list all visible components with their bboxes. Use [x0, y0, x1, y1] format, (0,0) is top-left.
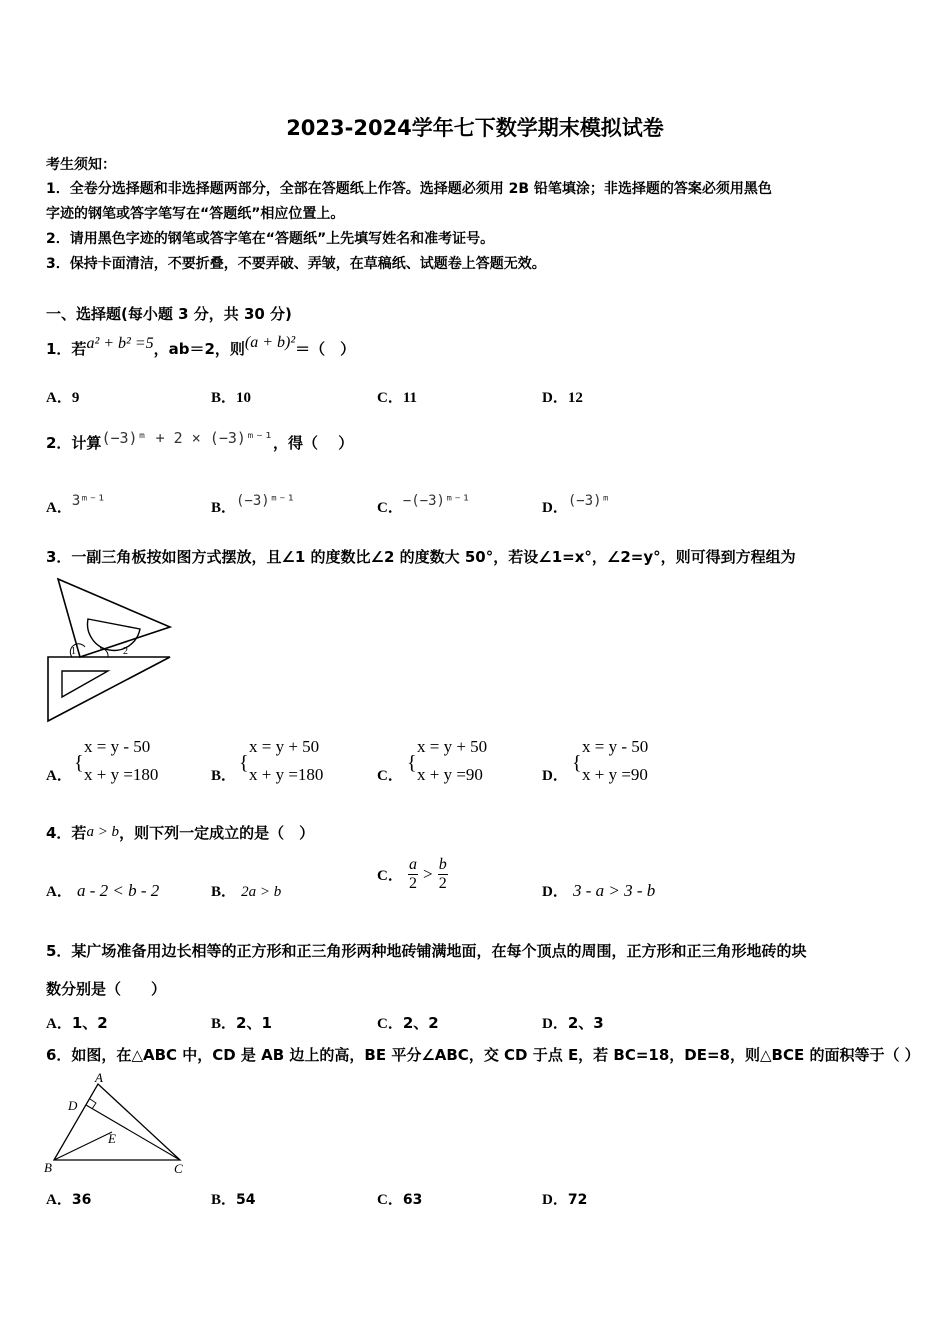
q5-stem-line-1: 5．某广场准备用边长相等的正方形和正三角形两种地砖铺满地面，在每个顶点的周围，正方形和正三角形地砖的块 — [46, 942, 807, 960]
option-label: C． — [377, 768, 403, 784]
q1-option-d[interactable] — [542, 386, 583, 407]
operator: > — [423, 864, 433, 884]
option-value: 3ᵐ⁻¹ — [71, 493, 106, 509]
q5-option-c[interactable] — [377, 1012, 439, 1033]
option-value: 12 — [567, 390, 583, 406]
q5-option-b[interactable] — [211, 1012, 272, 1033]
brace-icon: { — [239, 752, 249, 774]
q6-option-c[interactable] — [377, 1188, 422, 1209]
q6-option-d[interactable] — [542, 1188, 587, 1209]
angle-1-label: 1 — [71, 646, 76, 657]
q4-option-b[interactable] — [211, 880, 281, 901]
q2-option-d[interactable] — [542, 493, 610, 517]
q1-suffix: ＝（ ） — [295, 340, 356, 358]
brace-icon: { — [74, 752, 84, 774]
equation-line-2: x + y =180 — [249, 765, 324, 784]
option-value: (−3)ᵐ⁻¹ — [236, 493, 296, 509]
page-title: 2023-2024学年七下数学期末模拟试卷 — [286, 116, 664, 140]
point-e-label: E — [108, 1131, 116, 1146]
equation-line-1: x = y - 50 — [582, 737, 649, 756]
q6-option-b[interactable] — [211, 1188, 256, 1209]
set-square-lower — [48, 657, 170, 721]
option-label: D． — [542, 1192, 568, 1208]
q3-stem: 3．一副三角板按如图方式摆放，且∠1 的度数比∠2 的度数大 50°，若设∠1=x°，∠2=y°，则可得到方程组为 — [46, 548, 796, 566]
option-label: B． — [211, 1016, 237, 1032]
numerator: b — [438, 856, 447, 873]
vertex-a-label: A — [95, 1072, 103, 1085]
option-value: 3 - a > 3 - b — [572, 881, 656, 900]
equation-system — [249, 733, 323, 789]
notice-line-2: 2．请用黑色字迹的钢笔或答字笔在“答题纸”上先填写姓名和准考证号。 — [46, 231, 495, 247]
q4-suffix: ，则下列一定成立的是（ ） — [119, 824, 315, 842]
altitude-cd — [86, 1105, 180, 1160]
section-heading: 一、选择题(每小题 3 分，共 30 分) — [46, 305, 292, 323]
option-label: C． — [377, 500, 403, 516]
q5-stem-line-2: 数分别是（ ） — [46, 980, 167, 998]
q4-condition: a > b — [86, 824, 120, 840]
option-label: C． — [377, 1192, 403, 1208]
option-value: 9 — [71, 390, 80, 406]
q1-option-c[interactable] — [377, 386, 417, 407]
option-label: B． — [211, 390, 237, 406]
option-label: B． — [211, 884, 237, 900]
denominator: 2 — [438, 875, 447, 892]
option-value: 2、2 — [402, 1014, 439, 1032]
q1-expression: (a + b)² — [244, 334, 296, 351]
option-value: −(−3)ᵐ⁻¹ — [402, 493, 471, 509]
q2-option-a[interactable] — [46, 493, 106, 517]
q4-prefix: 4．若 — [46, 824, 87, 842]
q5-option-d[interactable] — [542, 1012, 604, 1033]
q1-option-a[interactable] — [46, 386, 79, 407]
denominator: 2 — [408, 875, 417, 892]
option-label: D． — [542, 500, 568, 516]
option-label: D． — [542, 1016, 568, 1032]
option-label: B． — [211, 768, 237, 784]
equation-line-2: x + y =90 — [417, 765, 483, 784]
option-label: C． — [377, 1016, 403, 1032]
option-label: C． — [377, 390, 403, 406]
option-value: 54 — [236, 1192, 256, 1208]
q4-option-a[interactable] — [46, 880, 159, 901]
q5-option-a[interactable] — [46, 1012, 108, 1033]
q1-stem — [46, 334, 356, 359]
equation-line-2: x + y =180 — [84, 765, 159, 784]
option-value: 2、3 — [567, 1014, 604, 1032]
q4-option-c[interactable] — [377, 856, 448, 893]
notice-line-3: 3．保持卡面清洁，不要折叠，不要弄破、弄皱，在草稿纸、试题卷上答题无效。 — [46, 256, 546, 272]
equation-line-1: x = y + 50 — [417, 737, 488, 756]
equation-line-1: x = y + 50 — [249, 737, 320, 756]
option-label: B． — [211, 1192, 237, 1208]
q2-expression: (−3)ᵐ + 2 × (−3)ᵐ⁻¹ — [101, 429, 274, 447]
notice-line-1b: 字迹的钢笔或答字笔写在“答题纸”相应位置上。 — [46, 206, 345, 222]
option-value: 72 — [567, 1192, 588, 1208]
option-label: C． — [377, 868, 403, 884]
option-label: D． — [542, 390, 568, 406]
q3-figure-set-squares — [40, 575, 180, 727]
vertex-c-label: C — [174, 1161, 183, 1176]
option-label: A． — [46, 768, 72, 784]
q2-option-c[interactable] — [377, 493, 471, 517]
equation-system — [84, 733, 158, 789]
q2-suffix: ，得（ ） — [273, 434, 354, 452]
q1-prefix: 1．若 — [46, 340, 87, 358]
option-label: A． — [46, 884, 72, 900]
fraction-a-over-2 — [408, 856, 418, 893]
option-value: 2、1 — [236, 1014, 272, 1032]
q2-prefix: 2．计算 — [46, 434, 102, 452]
option-value: 2a > b — [241, 884, 282, 900]
option-label: A． — [46, 1016, 72, 1032]
option-value: 36 — [71, 1192, 92, 1208]
q6-option-a[interactable] — [46, 1188, 91, 1209]
option-label: A． — [46, 390, 72, 406]
option-value: 1、2 — [71, 1014, 108, 1032]
equation-system — [582, 733, 648, 789]
brace-icon: { — [407, 752, 417, 774]
equation-system — [417, 733, 487, 789]
point-d-label: D — [68, 1098, 78, 1113]
q6-stem: 6．如图，在△ABC 中，CD 是 AB 边上的高，BE 平分∠ABC，交 CD 于点 E，若 BC=18，DE=8，则△BCE 的面积等于（ ） — [46, 1046, 920, 1064]
option-value: 10 — [236, 390, 252, 406]
q4-stem — [46, 822, 314, 843]
q4-option-d[interactable] — [542, 880, 655, 901]
option-label: D． — [542, 884, 568, 900]
vertex-b-label: B — [44, 1160, 52, 1175]
numerator: a — [408, 856, 417, 873]
equation-line-2: x + y =90 — [582, 765, 648, 784]
q1-condition-1: a² + b² =5 — [86, 335, 154, 352]
q2-stem — [46, 429, 354, 453]
q1-option-b[interactable] — [211, 386, 251, 407]
option-label: D． — [542, 768, 568, 784]
q1-mid: ，ab＝2，则 — [153, 340, 245, 358]
option-value: 11 — [402, 390, 418, 406]
option-value: (−3)ᵐ — [567, 493, 610, 509]
q6-figure-triangle — [40, 1072, 200, 1180]
notice-line-1a: 1．全卷分选择题和非选择题两部分，全部在答题纸上作答。选择题必须用 2B 铅笔填涂；非选择题的答案必须用黑色 — [46, 181, 772, 197]
angle-2-label: 2 — [123, 646, 128, 657]
notice-heading: 考生须知： — [46, 157, 116, 173]
option-value: a - 2 < b - 2 — [76, 881, 160, 900]
fraction-b-over-2 — [438, 856, 448, 893]
option-label: A． — [46, 500, 72, 516]
equation-line-1: x = y - 50 — [84, 737, 151, 756]
option-label: A． — [46, 1192, 72, 1208]
option-value: 63 — [402, 1192, 423, 1208]
q2-option-b[interactable] — [211, 493, 296, 517]
option-label: B． — [211, 500, 237, 516]
brace-icon: { — [572, 752, 582, 774]
